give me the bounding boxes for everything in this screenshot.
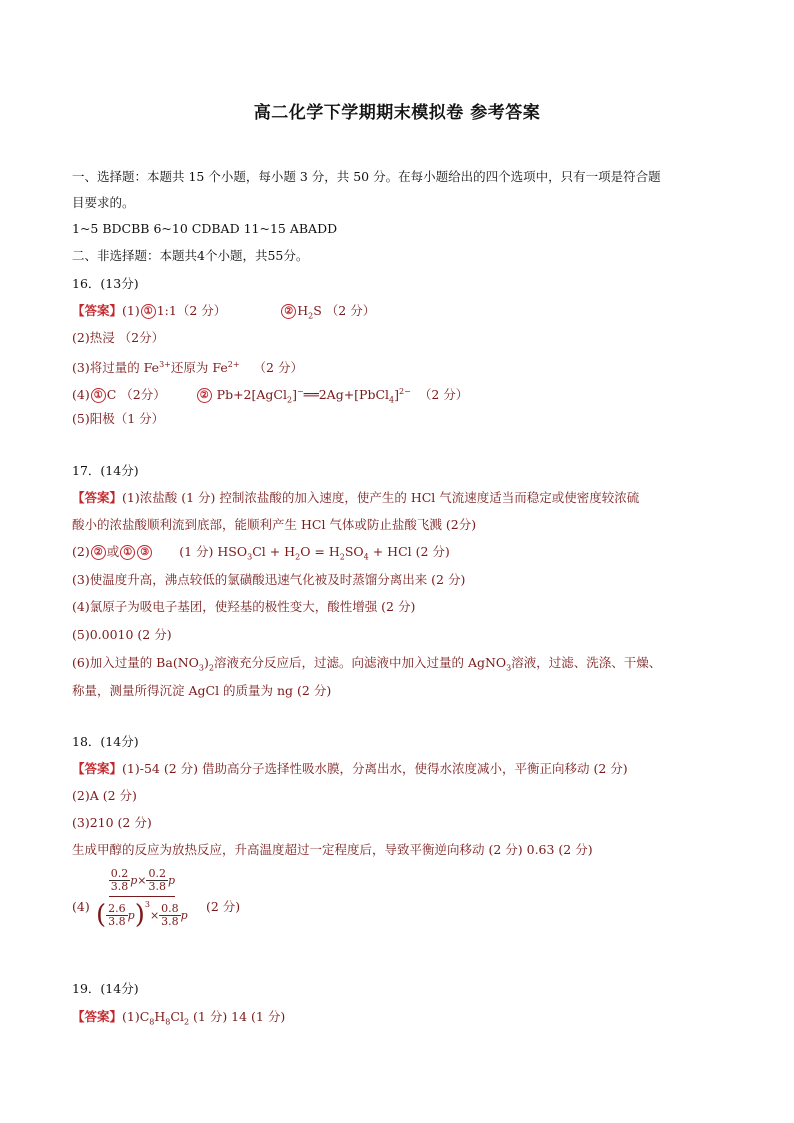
q18-heading: 18．(14分) — [72, 734, 139, 749]
q16-line5: (5)阳极（1 分） — [72, 411, 165, 426]
answer-tag: 【答案】 — [72, 490, 123, 505]
q18-line3: (3)210 (2 分) — [72, 815, 152, 830]
circled-2-icon: ② — [281, 304, 296, 319]
q18-line5-prefix: (4) — [72, 899, 90, 914]
q17-line4: (4)氯原子为吸电子基团，使羟基的极性变大，酸性增强 (2 分) — [72, 599, 416, 614]
q17-line1-cont: 酸小的浓盐酸顺利流到底部，能顺利产生 HCl 气体或防止盐酸飞溅 (2分) — [72, 517, 477, 532]
answer-tag: 【答案】 — [72, 1009, 123, 1024]
circled-1-icon: ① — [120, 545, 135, 560]
q16-heading: 16．(13分) — [72, 276, 139, 291]
q17-line3: (3)使温度升高，沸点较低的氯磺酸迅速气化被及时蒸馏分离出来 (2 分) — [72, 572, 466, 587]
q17-line2: (2) ② 或 ① ③ (1 分) $HSO_3Cl + H_2O = H_2SO_4$ + HCl (2 分) — [72, 544, 450, 562]
q18-line4: 生成甲醇的反应为放热反应，升高温度超过一定程度后，导致平衡逆向移动 (2 分) 0.63 (2 分) — [72, 842, 593, 857]
q18-line1: 【答案】(1)-54 (2 分) 借助高分子选择性吸水膜，分离出水，使得水浓度减小，平衡正向移动 (2 分) — [72, 761, 628, 776]
section2-instructions: 二、非选择题：本题共4个小题，共55分。 — [72, 248, 309, 263]
q16-line3: (3)将过量的 $Fe^{3+}$还原为 $Fe^{2+}$ （2 分） — [72, 360, 303, 376]
q16-line2: (2)热浸 （2分） — [72, 330, 165, 345]
q17-line6: (6)加入过量的 $Ba(NO_3)_2$溶液充分反应后，过滤。向滤液中加入过量的 AgNO$_3$溶液，过滤、洗涤、干燥、 — [72, 655, 662, 673]
q18-line2: (2)A (2 分) — [72, 788, 137, 803]
choice-answers: 1~5 BDCBB 6~10 CDBAD 11~15 ABADD — [72, 221, 338, 236]
q17-line1: 【答案】(1)浓盐酸 (1 分) 控制浓盐酸的加入速度，使产生的 HCl 气流速度适当而稳定或使密度较浓硫 — [72, 490, 640, 505]
section1-instructions: 一、选择题：本题共 15 个小题，每小题 3 分，共 50 分。在每小题给出的四个选项中，只有一项是符合题 — [72, 169, 661, 184]
answer-tag: 【答案】 — [72, 303, 123, 318]
q17-heading: 17．(14分) — [72, 463, 139, 478]
answer-tag: 【答案】 — [72, 761, 123, 776]
q17-line5: (5)0.0010 (2 分) — [72, 627, 172, 642]
q16-line1: 【答案】(1) ① 1:1（2 分） ② $H_2S$ （2 分） — [72, 303, 376, 321]
section1-instructions-cont: 目要求的。 — [72, 195, 135, 210]
q17-line7: 称量，测量所得沉淀 AgCl 的质量为 ng (2 分) — [72, 683, 332, 698]
q19-heading: 19．(14分) — [72, 981, 139, 996]
circled-1-icon: ① — [91, 388, 106, 403]
q19-line1: 【答案】$(1)C_8H_8Cl_2$ (1 分) 14 (1 分) — [72, 1009, 286, 1027]
circled-2-icon: ② — [91, 545, 106, 560]
circled-1-icon: ① — [141, 304, 156, 319]
page-title: 高二化学下学期期末模拟卷 参考答案 — [253, 103, 541, 123]
q18-line5-score: (2 分) — [206, 899, 241, 914]
circled-2-icon: ② — [197, 388, 212, 403]
circled-3-icon: ③ — [137, 545, 152, 560]
equilibrium-constant-expression: $\frac{0.2}{3.8}$ p × $\frac{0.2}{3.8}$ p ( $\frac{2.6}{3.8}$ p ) $^3$ × $\frac{0.8}{3.8}$ p — [96, 867, 188, 930]
q16-line4: (4) ① C （2分） ② Pb+2[AgCl$_2$]−══2Ag+[PbCl$_4$]$^{2-}$ （2 分） — [72, 387, 469, 405]
